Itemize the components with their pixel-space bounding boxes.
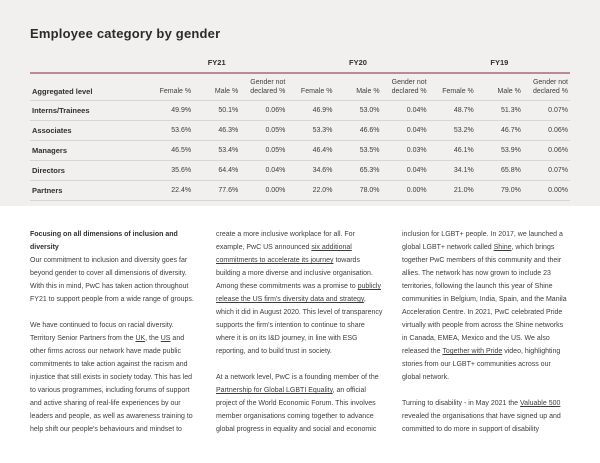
table-row <box>30 101 570 121</box>
text-link[interactable]: Valuable 500 <box>520 400 561 407</box>
paragraph <box>216 228 384 358</box>
text-link[interactable]: UK <box>135 335 146 342</box>
text-link[interactable]: Shine <box>493 244 512 251</box>
year-header-fy20: FY20 <box>287 58 428 73</box>
col-header-male-fy19: Male % <box>497 87 521 95</box>
table-cell: 34.1% <box>429 161 476 181</box>
page-title: Employee category by gender <box>30 26 221 41</box>
text-column-3 <box>402 228 570 436</box>
col-header-female-fy21: Female % <box>159 87 192 95</box>
year-header-row <box>30 58 570 73</box>
table-cell: 53.5% <box>334 141 381 161</box>
paragraph <box>216 371 384 436</box>
table-cell: 46.5% <box>146 141 193 161</box>
table-cell: 51.3% <box>476 101 523 121</box>
table-cell: 0.00% <box>382 181 429 201</box>
text-link[interactable]: publicly release the US firm's diversity data and strategy <box>216 283 381 303</box>
table-cell: 50.1% <box>193 101 240 121</box>
table-cell: 0.04% <box>240 161 287 181</box>
text-column-2 <box>216 228 384 436</box>
table-cell: 49.9% <box>146 101 193 121</box>
table-row <box>30 121 570 141</box>
col-header-gnd-fy19: Gender not declared % <box>532 79 568 95</box>
table-cell: 0.00% <box>240 181 287 201</box>
col-header-female-fy20: Female % <box>300 87 333 95</box>
text-link[interactable]: US <box>160 335 171 342</box>
row-label: Managers <box>30 141 146 161</box>
table-row <box>30 181 570 201</box>
paragraph <box>402 228 570 384</box>
table-cell: 53.6% <box>146 121 193 141</box>
text-link[interactable]: six additional commitments to accelerate its journey <box>216 244 352 264</box>
text-segment: , which it did in August 2020. This level of transparency supports the firm's intention to continue to share where it is on its I&D journey, in line with ESG reporting, and to build trust in society. <box>216 296 383 355</box>
article-section <box>0 206 600 436</box>
text-segment: , the <box>145 335 161 342</box>
text-segment: video, highlighting stories from our LGBT+ communities across our global network. <box>402 348 561 381</box>
text-link[interactable]: Together with Pride <box>442 348 503 355</box>
paragraph <box>402 397 570 436</box>
article-heading: Focusing on all dimensions of inclusion and diversity <box>30 231 178 251</box>
text-segment: inclusion for LGBT+ people. In 2017, we launched a global LGBT+ network called <box>402 231 563 251</box>
table-cell: 0.06% <box>523 141 570 161</box>
text-column-1 <box>30 228 198 436</box>
col-header-gnd-fy20: Gender not declared % <box>391 79 427 95</box>
table-cell: 0.06% <box>523 121 570 141</box>
table-cell: 35.6% <box>146 161 193 181</box>
table-cell: 0.07% <box>523 161 570 181</box>
table-cell: 46.7% <box>476 121 523 141</box>
text-columns <box>30 228 570 436</box>
table-cell: 34.6% <box>287 161 334 181</box>
col-header-gnd-fy21: Gender not declared % <box>250 79 286 95</box>
table-cell: 0.06% <box>240 101 287 121</box>
col-header-male-fy21: Male % <box>214 87 239 95</box>
paragraph <box>30 319 198 436</box>
table-cell: 0.04% <box>382 161 429 181</box>
table-cell: 22.4% <box>146 181 193 201</box>
table-cell: 46.6% <box>334 121 381 141</box>
table-row <box>30 141 570 161</box>
table-cell: 46.9% <box>287 101 334 121</box>
paragraph <box>30 254 198 306</box>
column-header-row <box>30 73 570 101</box>
table-cell: 53.4% <box>193 141 240 161</box>
aggregated-level-header: Aggregated level <box>32 86 93 96</box>
table-cell: 53.9% <box>476 141 523 161</box>
table-cell: 0.00% <box>523 181 570 201</box>
table-cell: 65.3% <box>334 161 381 181</box>
col-header-female-fy19: Female % <box>442 87 474 95</box>
table-cell: 22.0% <box>287 181 334 201</box>
text-segment: and other firms across our network have made public commitments to take action against the racism and injustice that still exists in society today. This has led to various programmes, including forums of support and active sharing of real-life experiences by our leaders and people, as well as awareness training to help shift our people's behaviours and mindset to <box>30 335 193 433</box>
year-header-fy19: FY19 <box>429 58 570 73</box>
row-label: Directors <box>30 161 146 181</box>
text-segment: create a more inclusive workplace for all. For example, PwC US announced <box>216 231 355 251</box>
table-row <box>30 161 570 181</box>
table-cell: 48.7% <box>429 101 476 121</box>
employee-category-table <box>30 58 570 201</box>
table-cell: 0.07% <box>523 101 570 121</box>
col-header-male-fy20: Male % <box>356 87 380 95</box>
table-cell: 0.03% <box>382 141 429 161</box>
table-cell: 0.05% <box>240 141 287 161</box>
table-cell: 53.2% <box>429 121 476 141</box>
table-cell: 46.3% <box>193 121 240 141</box>
text-segment: , which brings together PwC members of this community and their allies. The network has now grown to include 23 territories, following the launch this year of Shine communities in Belgium, India, Spain, and the Manila Acceleration Centre. In 2021, PwC celebrated Pride virtually with people from across the Shine networks in Canada, EMEA, Mexico and the US. We also released the <box>402 244 567 355</box>
text-segment: towards building a more diverse and inclusive organisation. Among these commitments was a promise to <box>216 257 373 290</box>
row-label: Partners <box>30 181 146 201</box>
table-cell: 21.0% <box>429 181 476 201</box>
table-cell: 0.05% <box>240 121 287 141</box>
table-section <box>0 0 600 206</box>
table-cell: 77.6% <box>193 181 240 201</box>
table-cell: 0.04% <box>382 121 429 141</box>
table-cell: 65.8% <box>476 161 523 181</box>
table-cell: 78.0% <box>334 181 381 201</box>
text-segment: Our commitment to inclusion and diversity goes far beyond gender to cover all dimensions of diversity. With this in mind, PwC has taken action throughout FY21 to support people from a wide range of groups. <box>30 257 194 303</box>
text-segment: At a network level, PwC is a founding member of the <box>216 374 379 381</box>
row-label: Interns/Trainees <box>30 101 146 121</box>
table-cell: 46.4% <box>287 141 334 161</box>
table-cell: 46.1% <box>429 141 476 161</box>
row-label: Associates <box>30 121 146 141</box>
table-cell: 79.0% <box>476 181 523 201</box>
table-cell: 53.3% <box>287 121 334 141</box>
text-segment: , an official project of the World Economic Forum. This involves member organisations coming together to advance global progress in equality and social and economic <box>216 387 377 433</box>
year-header-spacer <box>30 58 146 73</box>
table-cell: 64.4% <box>193 161 240 181</box>
text-segment: revealed the organisations that have signed up and committed to do more in support of disability <box>402 413 561 433</box>
year-header-fy21: FY21 <box>146 58 287 73</box>
text-link[interactable]: Partnership for Global LGBTI Equality <box>216 387 333 394</box>
table-cell: 53.0% <box>334 101 381 121</box>
text-segment: We have continued to focus on racial diversity. Territory Senior Partners from the <box>30 322 174 342</box>
text-segment: Turning to disability - in May 2021 the <box>402 400 521 407</box>
table-cell: 0.04% <box>382 101 429 121</box>
